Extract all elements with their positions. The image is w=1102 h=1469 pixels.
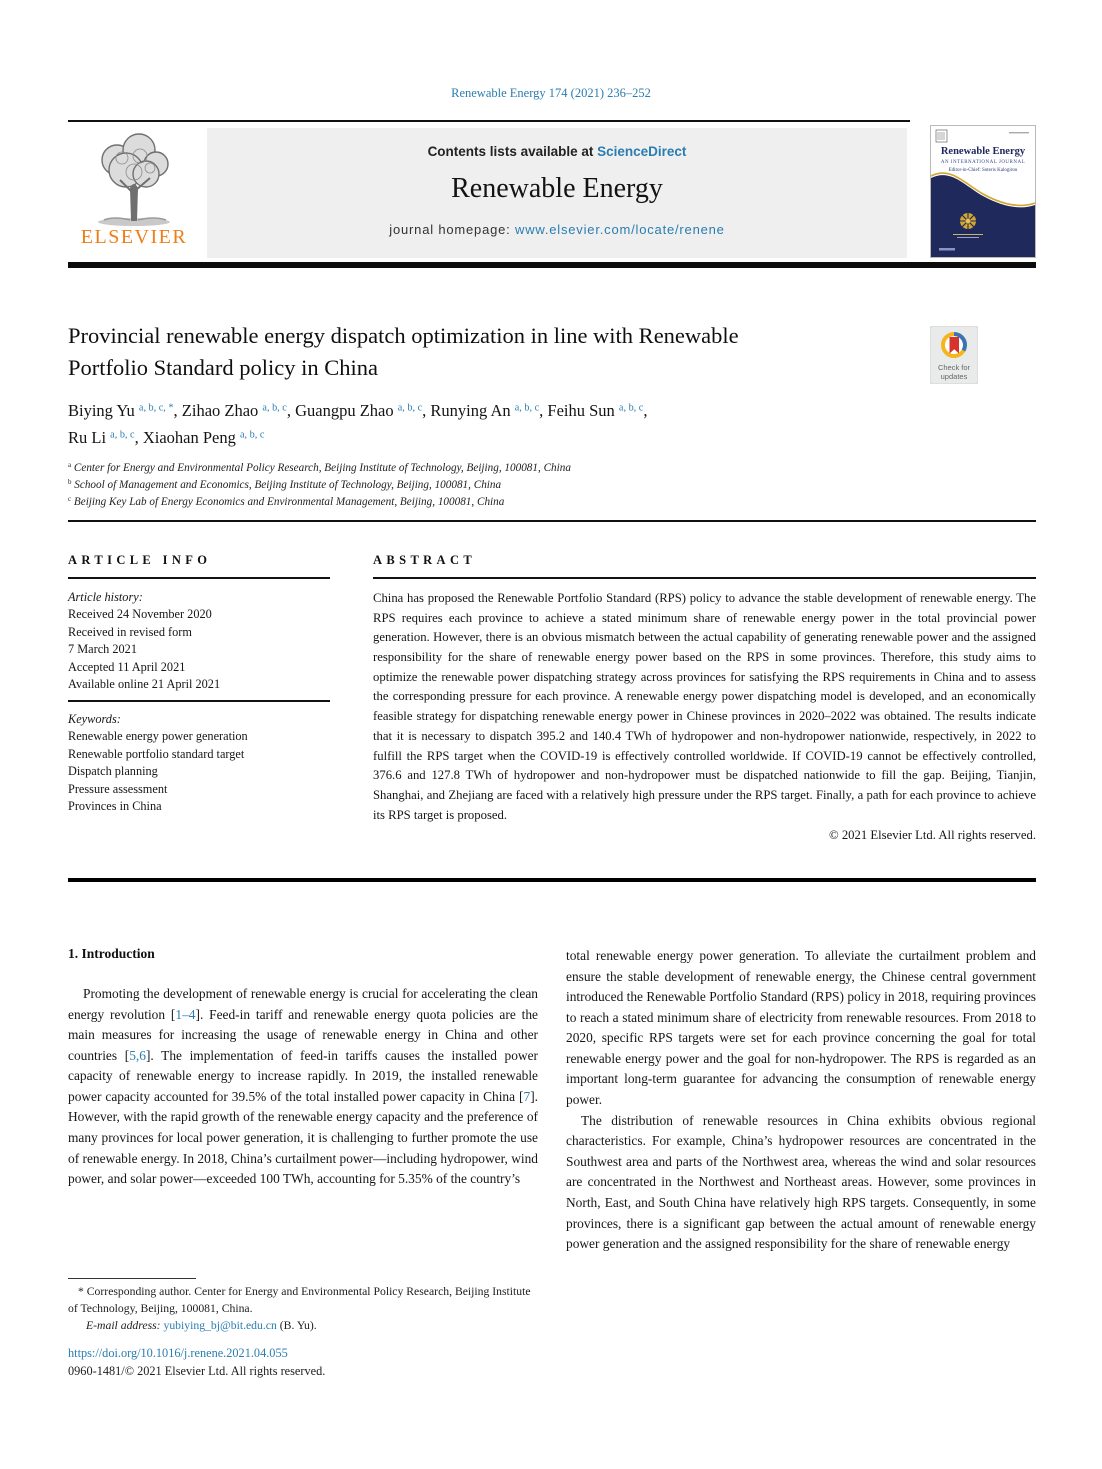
journal-header-box [207,128,907,258]
author-affil-ref[interactable]: a, b, c, * [138,402,174,414]
section-heading-introduction: 1. Introduction [68,946,155,961]
elsevier-logo[interactable] [68,130,200,258]
author-affil-ref[interactable]: a, b, c [397,402,423,414]
text-segment: Ru Li [68,427,111,447]
author-affil-ref[interactable]: a, b, c [239,429,265,441]
history-line: Received in revised form [68,624,192,639]
intro-paragraph [68,984,538,1190]
email-line [68,1318,538,1335]
text-segment: c [68,494,72,503]
journal-name: Renewable Energy [451,173,663,204]
text-segment: , Feihu Sun [539,401,619,420]
text-segment: journal homepage: [389,222,515,237]
article-title: Provincial renewable energy dispatch optimization in line with Renewable Portfolio Standard policy in China [68,323,739,380]
journal-homepage-link[interactable]: www.elsevier.com/locate/renene [515,222,725,237]
history-line: Accepted 11 April 2021 [68,659,186,674]
affiliations [68,460,968,510]
ref-5-6[interactable]: 5,6 [129,1047,146,1063]
affiliation-c [68,494,968,511]
keyword-item: Dispatch planning [68,764,158,779]
author-affil-ref[interactable]: a, b, c [110,429,135,441]
abstract-rule [373,577,1036,579]
text-segment: b [68,477,72,486]
article-history [68,589,348,694]
history-line: 7 March 2021 [68,642,137,657]
text-segment: Center for Energy and Environmental Policy Research, Beijing Institute of Technology, Beijing, 100081, China [71,462,571,474]
text-segment: ]. Feed-in tariff and renewable energy quota policies are the main measures for increasing the usage of renewable energy in China and other countries [ [68,1006,538,1063]
text-segment: ]. However, with the rapid growth of the renewable energy capacity and the preference of many provinces for local power generation, it is challenging to further promote the use of renewable energy. In 2018, China’s curtailment power—including hydropower, wind power, and solar power—exceeded 100 TWh, accounting for 5.35% of the country’s [68,1088,538,1187]
text-segment: (B. Yu). [276,1318,317,1332]
footnote-rule [68,1278,196,1279]
badge-label-line1: Check for [937,363,971,372]
cover-editor-line: Editor-in-Chief: Soteris Kalogirou [948,168,1018,173]
affiliation-a [68,460,968,477]
author-affil-ref[interactable]: a, b, c [514,402,540,414]
keyword-item: Renewable energy power generation [68,729,248,744]
sciencedirect-link[interactable]: ScienceDirect [597,144,687,159]
ref-1-4[interactable]: 1–4 [175,1006,196,1022]
text-segment: , Zihao Zhao [173,401,263,420]
cover-journal-subtitle: AN INTERNATIONAL JOURNAL [940,160,1026,165]
copyright-line: © 2021 Elsevier Ltd. All rights reserved. [829,828,1036,843]
abstract-block [373,589,1036,846]
cover-journal-title: Renewable Energy [940,146,1026,157]
article-history-label: Article history: [68,590,143,604]
author-list [68,398,928,451]
text-segment: , Xiaohan Peng [134,427,240,447]
text-segment: , [643,401,648,420]
history-line: Received 24 November 2020 [68,607,212,622]
elsevier-tree-icon [84,130,184,228]
homepage-line [207,222,907,237]
badge-label-line2: updates [940,372,968,381]
history-line: Available online 21 April 2021 [68,677,221,692]
author-affil-ref[interactable]: a, b, c [262,402,287,414]
article-info-rule [68,577,330,579]
check-for-updates-badge[interactable] [930,326,978,384]
divider-rule [68,520,1036,522]
issn-copyright-line: 0960-1481/© 2021 Elsevier Ltd. All rights reserved. [68,1364,326,1378]
text-segment: , Runying An [422,401,515,420]
intro-right-column [566,946,1036,1255]
corresponding-author-footnote [68,1284,538,1335]
author-affil-ref[interactable]: a, b, c [618,402,644,414]
journal-cover-thumbnail[interactable] [930,125,1036,258]
keyword-item: Pressure assessment [68,781,168,796]
elsevier-wordmark: ELSEVIER [80,226,188,248]
keywords-block [68,711,348,816]
contents-line [207,144,907,159]
text-segment: Beijing Key Lab of Energy Economics and Environmental Management, Beijing, 100081, China [71,495,505,508]
intro-paragraph: The distribution of renewable resources in China exhibits obvious regional characteristics. For example, China’s hydropower resources are concentrated in the Southwest area and parts of the Northwest area, whereas the wind and solar resources are concentrated in the Northwest and Northeast areas. However, some provinces in North, East, and South China have relatively high RPS targets. Consequently, in some provinces, there is a significant gap between the actual amount of renewable energy power generation and the assigned responsibility for the share of renewable energy [566,1112,1036,1252]
intro-left-column [68,984,538,1190]
keywords-label: Keywords: [68,712,121,726]
text-segment: E-mail address: [86,1318,164,1332]
email-link[interactable]: yubiying_bj@bit.edu.cn [163,1318,277,1332]
ref-7[interactable]: 7 [523,1088,531,1104]
doi-link[interactable]: https://doi.org/10.1016/j.renene.2021.04.055 [68,1346,288,1360]
abstract-heading: ABSTRACT [373,553,477,567]
text-segment: Promoting the development of renewable energy is crucial for accelerating the clean energy revolution [ [68,986,538,1022]
text-segment: ]. The implementation of feed-in tariffs causes the installed power capacity of renewable energy to increase rapidly. In 2019, the installed renewable power capacity accounted for 39.5% of the total installed power capacity in China [ [68,1047,539,1104]
section-divider-bar [68,878,1036,882]
abstract-text: China has proposed the Renewable Portfolio Standard (RPS) policy to advance the stable development of renewable energy. The RPS requires each province to achieve a stated minimum share of renewable energy power in the total provincial power generation. However, there is an obvious mismatch between the actual capability of generating renewable power and the assigned responsibility for the share of renewable energy power based on the RPS in some provinces. Therefore, this study aims to optimize the renewable power dispatching strategy across provinces for satisfying the RPS requirements in China and to assess the corresponding pressure for each province. A renewable energy power dispatching model is developed, and an economically feasible strategy for dispatching renewable energy power in Chinese provinces in 2020–2022 was obtained. The results indicate that it is necessary to dispatch 395.2 and 140.4 TWh of hydropower and non-hydropower nationwide, respectively, in 2022 to fulfill the RPS target when the COVID-19 is effectively controlled worldwide. If COVID-19 cannot be effectively controlled, 376.6 and 127.8 TWh of hydropower and non-hydropower must be dispatched nationwide to fill the gap. Beijing, Tianjin, Shanghai, and Zhejiang are faced with a relatively high pressure under the RPS target. Finally, a path for each province to achieve its RPS target is proposed. [373,591,1036,822]
intro-paragraph: total renewable energy power generation. To alleviate the curtailment problem and ensure the stable development of renewable energy, the Chinese central government introduced the Renewable Portfolio Standard (RPS) policy in 2018, requiring provinces to reach a stated minimum share of electricity from renewable resources. From 2018 to 2020, specific RPS targets were set for each province concerning the goal for total renewable energy power and the goal for non-hydropower. The RPS is regarded as an important long-term guarantee for advancing the consumption of renewable energy power. [566,948,1036,1108]
affiliation-b [68,477,968,494]
text-segment: School of Management and Economics, Beijing Institute of Technology, Beijing, 100081, China [71,478,502,491]
text-segment: a [68,461,72,470]
corresponding-author-line: * Corresponding author. Center for Energy and Environmental Policy Research, Beijing Institute of Technology, Beijing, 100081, China. [68,1285,531,1315]
header-top-rule [68,120,910,122]
text-segment: Contents lists available at [427,144,598,159]
keyword-item: Renewable portfolio standard target [68,746,245,761]
header-bottom-bar [68,262,1036,268]
text-segment: Biying Yu [68,401,139,420]
text-segment: , Guangpu Zhao [286,401,398,420]
journal-citation: Renewable Energy 174 (2021) 236–252 [451,86,651,100]
article-info-heading: ARTICLE INFO [68,553,212,567]
keywords-rule [68,700,330,702]
keyword-item: Provinces in China [68,799,162,814]
